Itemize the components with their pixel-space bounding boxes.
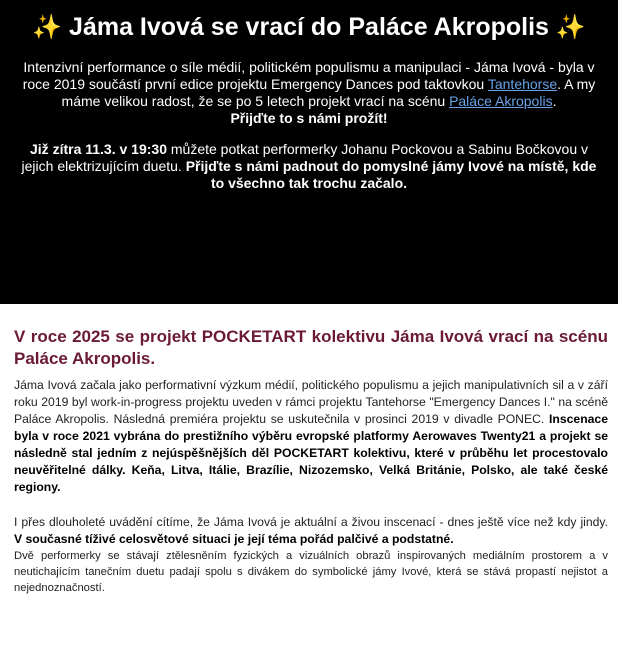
- article-bold-text: V současné tíživé celosvětové situaci je její téma pořád palčivé a podstatné.: [14, 532, 454, 546]
- hero-intro-text: .: [552, 93, 557, 109]
- article-section: [0, 304, 618, 596]
- hero-title: [16, 10, 602, 45]
- sparkles-icon: ✨: [555, 14, 586, 41]
- hero-banner: [0, 0, 618, 304]
- event-date: Již zítra 11.3. v 19:30: [30, 141, 167, 157]
- palace-akropolis-link[interactable]: Paláce Akropolis: [449, 93, 553, 109]
- hero-event-paragraph: [16, 141, 602, 192]
- hero-intro-text: . A my máme velikou radost, že se po 5 letech projekt vrací na scénu: [61, 76, 596, 109]
- article-heading: V roce 2025 se projekt POCKETART kolektivu Jáma Ivová vrací na scénu Paláce Akropolis.: [14, 327, 608, 368]
- hero-intro-paragraph: [16, 59, 602, 127]
- article-text: I přes dlouholeté uvádění cítíme, že Jáma Ivová je aktuální a živou inscenací - dnes ještě více než kdy jindy.: [14, 515, 608, 529]
- article-paragraph: [14, 514, 608, 548]
- tantehorse-link[interactable]: Tantehorse: [487, 76, 558, 92]
- article-paragraph: Dvě performerky se stávají ztělesněním fyzických a vizuálních obrazů inspirovaných mediálním prostorem a v neutichajícím tanečním duetu padají spolu s divákem do symbolické jámy Ivové, která se stává propastí nejistot a nejednoznačností.: [14, 550, 608, 594]
- hero-event-invite: Přijďte s námi padnout do pomyslné jámy Ivové na místě, kde to všechno tak trochu začalo.: [185, 158, 597, 191]
- article-text: Jáma Ivová začala jako performativní výzkum médií, politického populismu a jejich manipulativních sil a v září roku 2019 byl work-in-progress projektu uveden v rámci projektu Tantehorse "Emergency Dances I." na scéně Paláce Akropolis. Následná premiéra projektu se uskutečnila v prosinci 2019 v divadle PONEC.: [14, 378, 608, 426]
- sparkles-icon: ✨: [32, 14, 63, 41]
- article-bold-text: Inscenace byla v roce 2021 vybrána do prestižního výběru evropské platformy Aerowaves Twenty21 a projekt se následně stal jedním z nejúspěšnějších děl POCKETART kolektivu, které v průběhu let procestovalo neuvěřitelné dálky. Keňa, Litva, Itálie, Brazílie, Nizozemsko, Velká Británie, Polsko, ale také české regiony.: [14, 412, 608, 494]
- hero-intro-text: Intenzivní performance o síle médií, politickém populismu a manipulaci - Jáma Ivová - byla v roce 2019 součástí první edice projektu Emergency Dances pod taktovkou: [22, 59, 595, 92]
- hero-call-to-action: Přijďte to s námi prožít!: [230, 110, 388, 126]
- article-paragraph: [14, 377, 608, 496]
- hero-event-text: můžete potkat performerky Johanu Pockovou a Sabinu Bočkovou v jejich elektrizujícím duetu.: [21, 141, 588, 174]
- hero-title-text: Jáma Ivová se vrací do Paláce Akropolis: [69, 13, 549, 41]
